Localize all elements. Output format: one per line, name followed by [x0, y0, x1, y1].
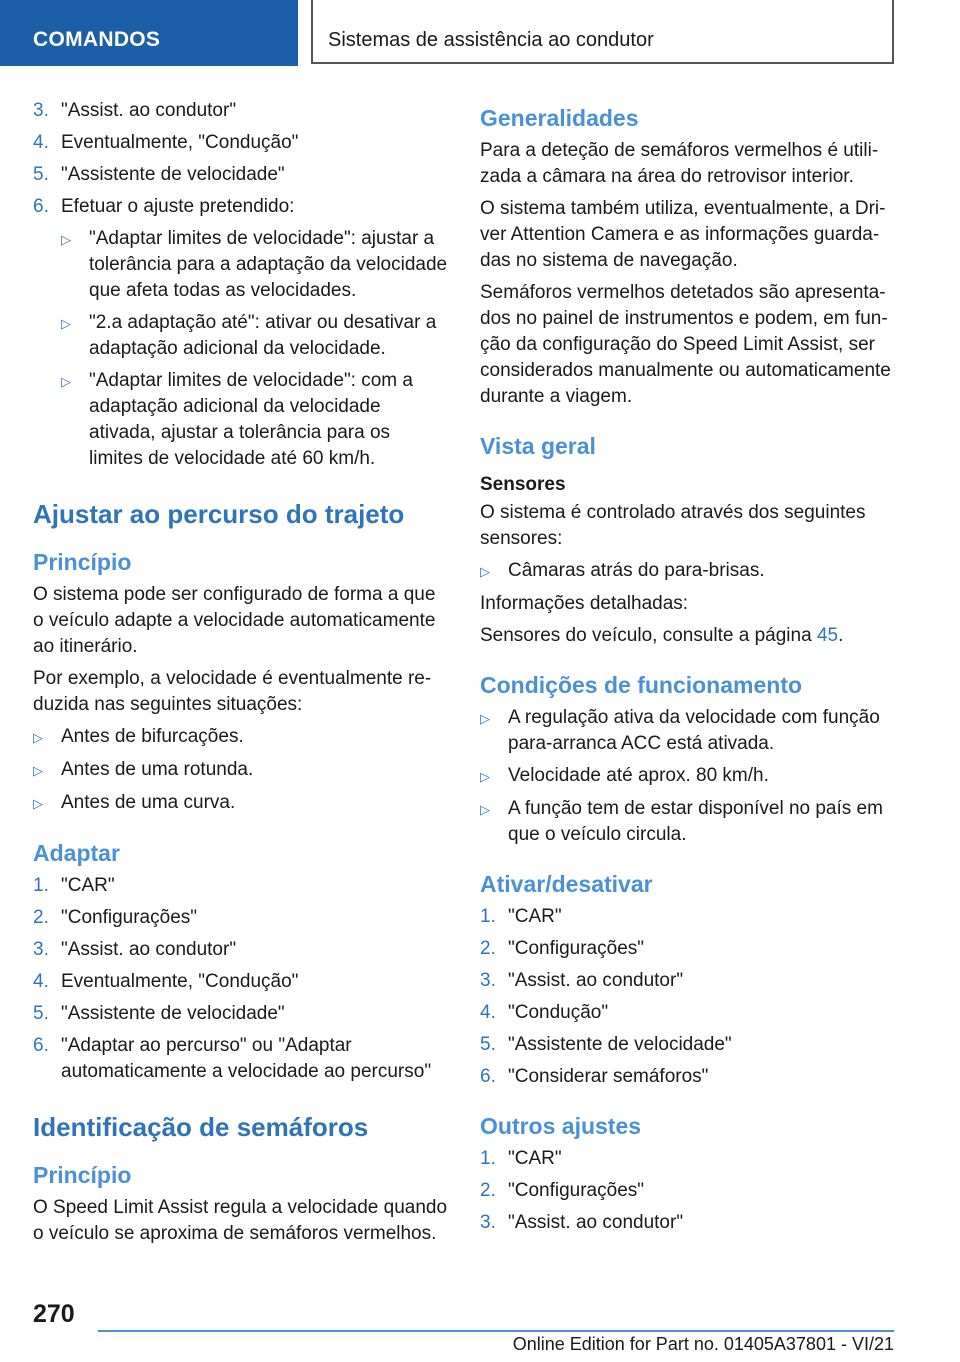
triangle-right-outline-icon: ▷: [33, 730, 43, 745]
item-text: "Configurações": [508, 938, 645, 959]
subsection-heading: Outros ajustes: [480, 1113, 642, 1139]
triangle-right-outline-icon: ▷: [61, 316, 71, 331]
list-item: [480, 968, 900, 994]
list-item: [480, 1146, 900, 1172]
list-item: [480, 1000, 900, 1026]
paragraph: Para a deteção de semáforos vermelhos é utilizada a câmara na área do retrovisor interior.: [480, 140, 879, 187]
reference-text: Sensores do veículo, consulte a página: [480, 625, 817, 646]
page-header: [0, 0, 960, 66]
item-number: 1.: [480, 906, 496, 927]
bullet-item: [480, 558, 900, 585]
list-item: [480, 936, 900, 962]
bullet-item: [33, 724, 448, 751]
right-column: [480, 98, 900, 1242]
item-number: 4.: [480, 1002, 496, 1023]
item-number: 3.: [33, 100, 49, 121]
item-text: "Assistente de velocidade": [508, 1034, 732, 1055]
bullet-text: "Adaptar limites de velocidade": com a adaptação adicional da velocidade ativada, ajustar a tolerância para os limites de velocidade até 60 km/h.: [89, 370, 413, 469]
list-item: [33, 905, 448, 931]
item-number: 1.: [33, 875, 49, 896]
list-item: [480, 904, 900, 930]
item-text: "CAR": [508, 906, 562, 927]
item-text: "Considerar semáforos": [508, 1066, 709, 1087]
minor-heading: Sensores: [480, 474, 566, 495]
item-number: 2.: [480, 938, 496, 959]
paragraph: Por exemplo, a velocidade é eventualmente reduzida nas seguintes situações:: [33, 668, 432, 715]
list-item: [480, 1064, 900, 1090]
item-text: Eventualmente, "Condução": [61, 971, 299, 992]
list-item: [480, 1210, 900, 1236]
section-tab: [0, 0, 298, 66]
list-item: [33, 130, 448, 156]
subsection-heading: Ativar/desativar: [480, 871, 653, 897]
list-item: [480, 1178, 900, 1204]
bullet-text: A função tem de estar disponível no país em que o veículo circula.: [508, 798, 883, 845]
triangle-right-outline-icon: ▷: [480, 802, 490, 817]
subsection-heading: Vista geral: [480, 433, 596, 459]
sub-bullet-item: [33, 226, 448, 304]
item-text: "Configurações": [61, 907, 198, 928]
sub-bullet-item: [33, 310, 448, 362]
section-label: COMANDOS: [33, 28, 161, 51]
bullet-item: [33, 757, 448, 784]
item-number: 6.: [33, 1035, 49, 1056]
section-heading: Ajustar ao percurso do trajeto: [33, 499, 405, 529]
reference-suffix: .: [838, 625, 844, 646]
list-item: [33, 969, 448, 995]
paragraph: O sistema pode ser configurado de forma a que o veículo adapte a velocidade automaticamente ao itinerário.: [33, 584, 436, 657]
item-text: "Assistente de velocidade": [61, 164, 285, 185]
item-number: 3.: [33, 939, 49, 960]
section-heading: Identificação de semáforos: [33, 1112, 369, 1142]
subsection-heading: Generalidades: [480, 105, 639, 131]
triangle-right-outline-icon: ▷: [33, 796, 43, 811]
bullet-text: "Adaptar limites de velocidade": ajustar a tolerância para a adaptação da velocidade que afeta todas as velocidades.: [89, 228, 448, 301]
sub-bullet-item: [33, 368, 448, 472]
item-number: 5.: [33, 164, 49, 185]
item-number: 3.: [480, 1212, 496, 1233]
item-number: 5.: [33, 1003, 49, 1024]
paragraph: O sistema também utiliza, eventualmente, a Driver Attention Camera e as informações guardadas no sistema de navegação.: [480, 198, 886, 271]
item-text: "Assist. ao condutor": [508, 1212, 684, 1233]
list-item: [33, 1033, 448, 1085]
item-number: 5.: [480, 1034, 496, 1055]
item-text: "CAR": [508, 1148, 562, 1169]
item-text: "Condução": [508, 1002, 609, 1023]
paragraph: O sistema é controlado através dos seguintes sensores:: [480, 502, 866, 549]
triangle-right-outline-icon: ▷: [61, 374, 71, 389]
item-text: "Assist. ao condutor": [508, 970, 684, 991]
list-item: [33, 98, 448, 124]
item-text: Eventualmente, "Condução": [61, 132, 299, 153]
footer-divider: [98, 1330, 894, 1332]
bullet-item: [480, 763, 900, 790]
item-number: 6.: [480, 1066, 496, 1087]
item-text: "Assist. ao condutor": [61, 100, 237, 121]
subsection-heading: Princípio: [33, 549, 132, 575]
item-text: "Assist. ao condutor": [61, 939, 237, 960]
list-item: [480, 1032, 900, 1058]
item-text: "Configurações": [508, 1180, 645, 1201]
item-text: "CAR": [61, 875, 115, 896]
cross-reference: [480, 623, 900, 649]
left-column: [33, 98, 448, 1253]
bullet-text: Velocidade até aprox. 80 km/h.: [508, 765, 769, 786]
triangle-right-outline-icon: ▷: [480, 769, 490, 784]
item-number: 2.: [480, 1180, 496, 1201]
list-item: [33, 1001, 448, 1027]
paragraph: Informações detalhadas:: [480, 593, 689, 614]
item-number: 4.: [33, 971, 49, 992]
bullet-text: Antes de uma curva.: [61, 792, 236, 813]
list-item: [33, 194, 448, 220]
triangle-right-outline-icon: ▷: [480, 711, 490, 726]
triangle-right-outline-icon: ▷: [61, 232, 71, 247]
subsection-heading: Adaptar: [33, 840, 120, 866]
edition-note: Online Edition for Part no. 01405A37801 - VI/21: [512, 1334, 894, 1354]
item-text: Efetuar o ajuste pretendido:: [61, 196, 295, 217]
list-item: [33, 162, 448, 188]
bullet-text: "2.a adaptação até": ativar ou desativar a adaptação adicional da velocidade.: [89, 312, 437, 359]
page-link[interactable]: 45: [816, 625, 839, 646]
bullet-text: Câmaras atrás do para-brisas.: [508, 560, 765, 581]
triangle-right-outline-icon: ▷: [33, 763, 43, 778]
list-item: [33, 873, 448, 899]
item-number: 6.: [33, 196, 49, 217]
subsection-heading: Condições de funcionamento: [480, 672, 803, 698]
list-item: [33, 937, 448, 963]
item-number: 1.: [480, 1148, 496, 1169]
subsection-heading: Princípio: [33, 1162, 132, 1188]
triangle-right-outline-icon: ▷: [480, 564, 490, 579]
bullet-text: A regulação ativa da velocidade com função para-arranca ACC está ativada.: [508, 707, 880, 754]
paragraph: O Speed Limit Assist regula a velocidade quando o veículo se aproxima de semáforos vermelhos.: [33, 1197, 448, 1244]
page-number: 270: [33, 1300, 75, 1328]
bullet-text: Antes de uma rotunda.: [61, 759, 254, 780]
chapter-title: Sistemas de assistência ao condutor: [328, 29, 654, 51]
bullet-item: [480, 796, 900, 848]
paragraph: Semáforos vermelhos detetados são apresentados no painel de instrumentos e podem, em função da configuração do Speed Limit Assist, ser considerados manualmente ou automaticamente durante a viagem.: [480, 282, 891, 407]
bullet-item: [480, 705, 900, 757]
item-text: "Assistente de velocidade": [61, 1003, 285, 1024]
item-number: 2.: [33, 907, 49, 928]
item-text: "Adaptar ao percurso" ou "Adaptar automaticamente a velocidade ao percurso": [61, 1035, 432, 1082]
item-number: 4.: [33, 132, 49, 153]
item-number: 3.: [480, 970, 496, 991]
bullet-text: Antes de bifurcações.: [61, 726, 244, 747]
bullet-item: [33, 790, 448, 817]
chapter-title-box: [311, 0, 894, 64]
